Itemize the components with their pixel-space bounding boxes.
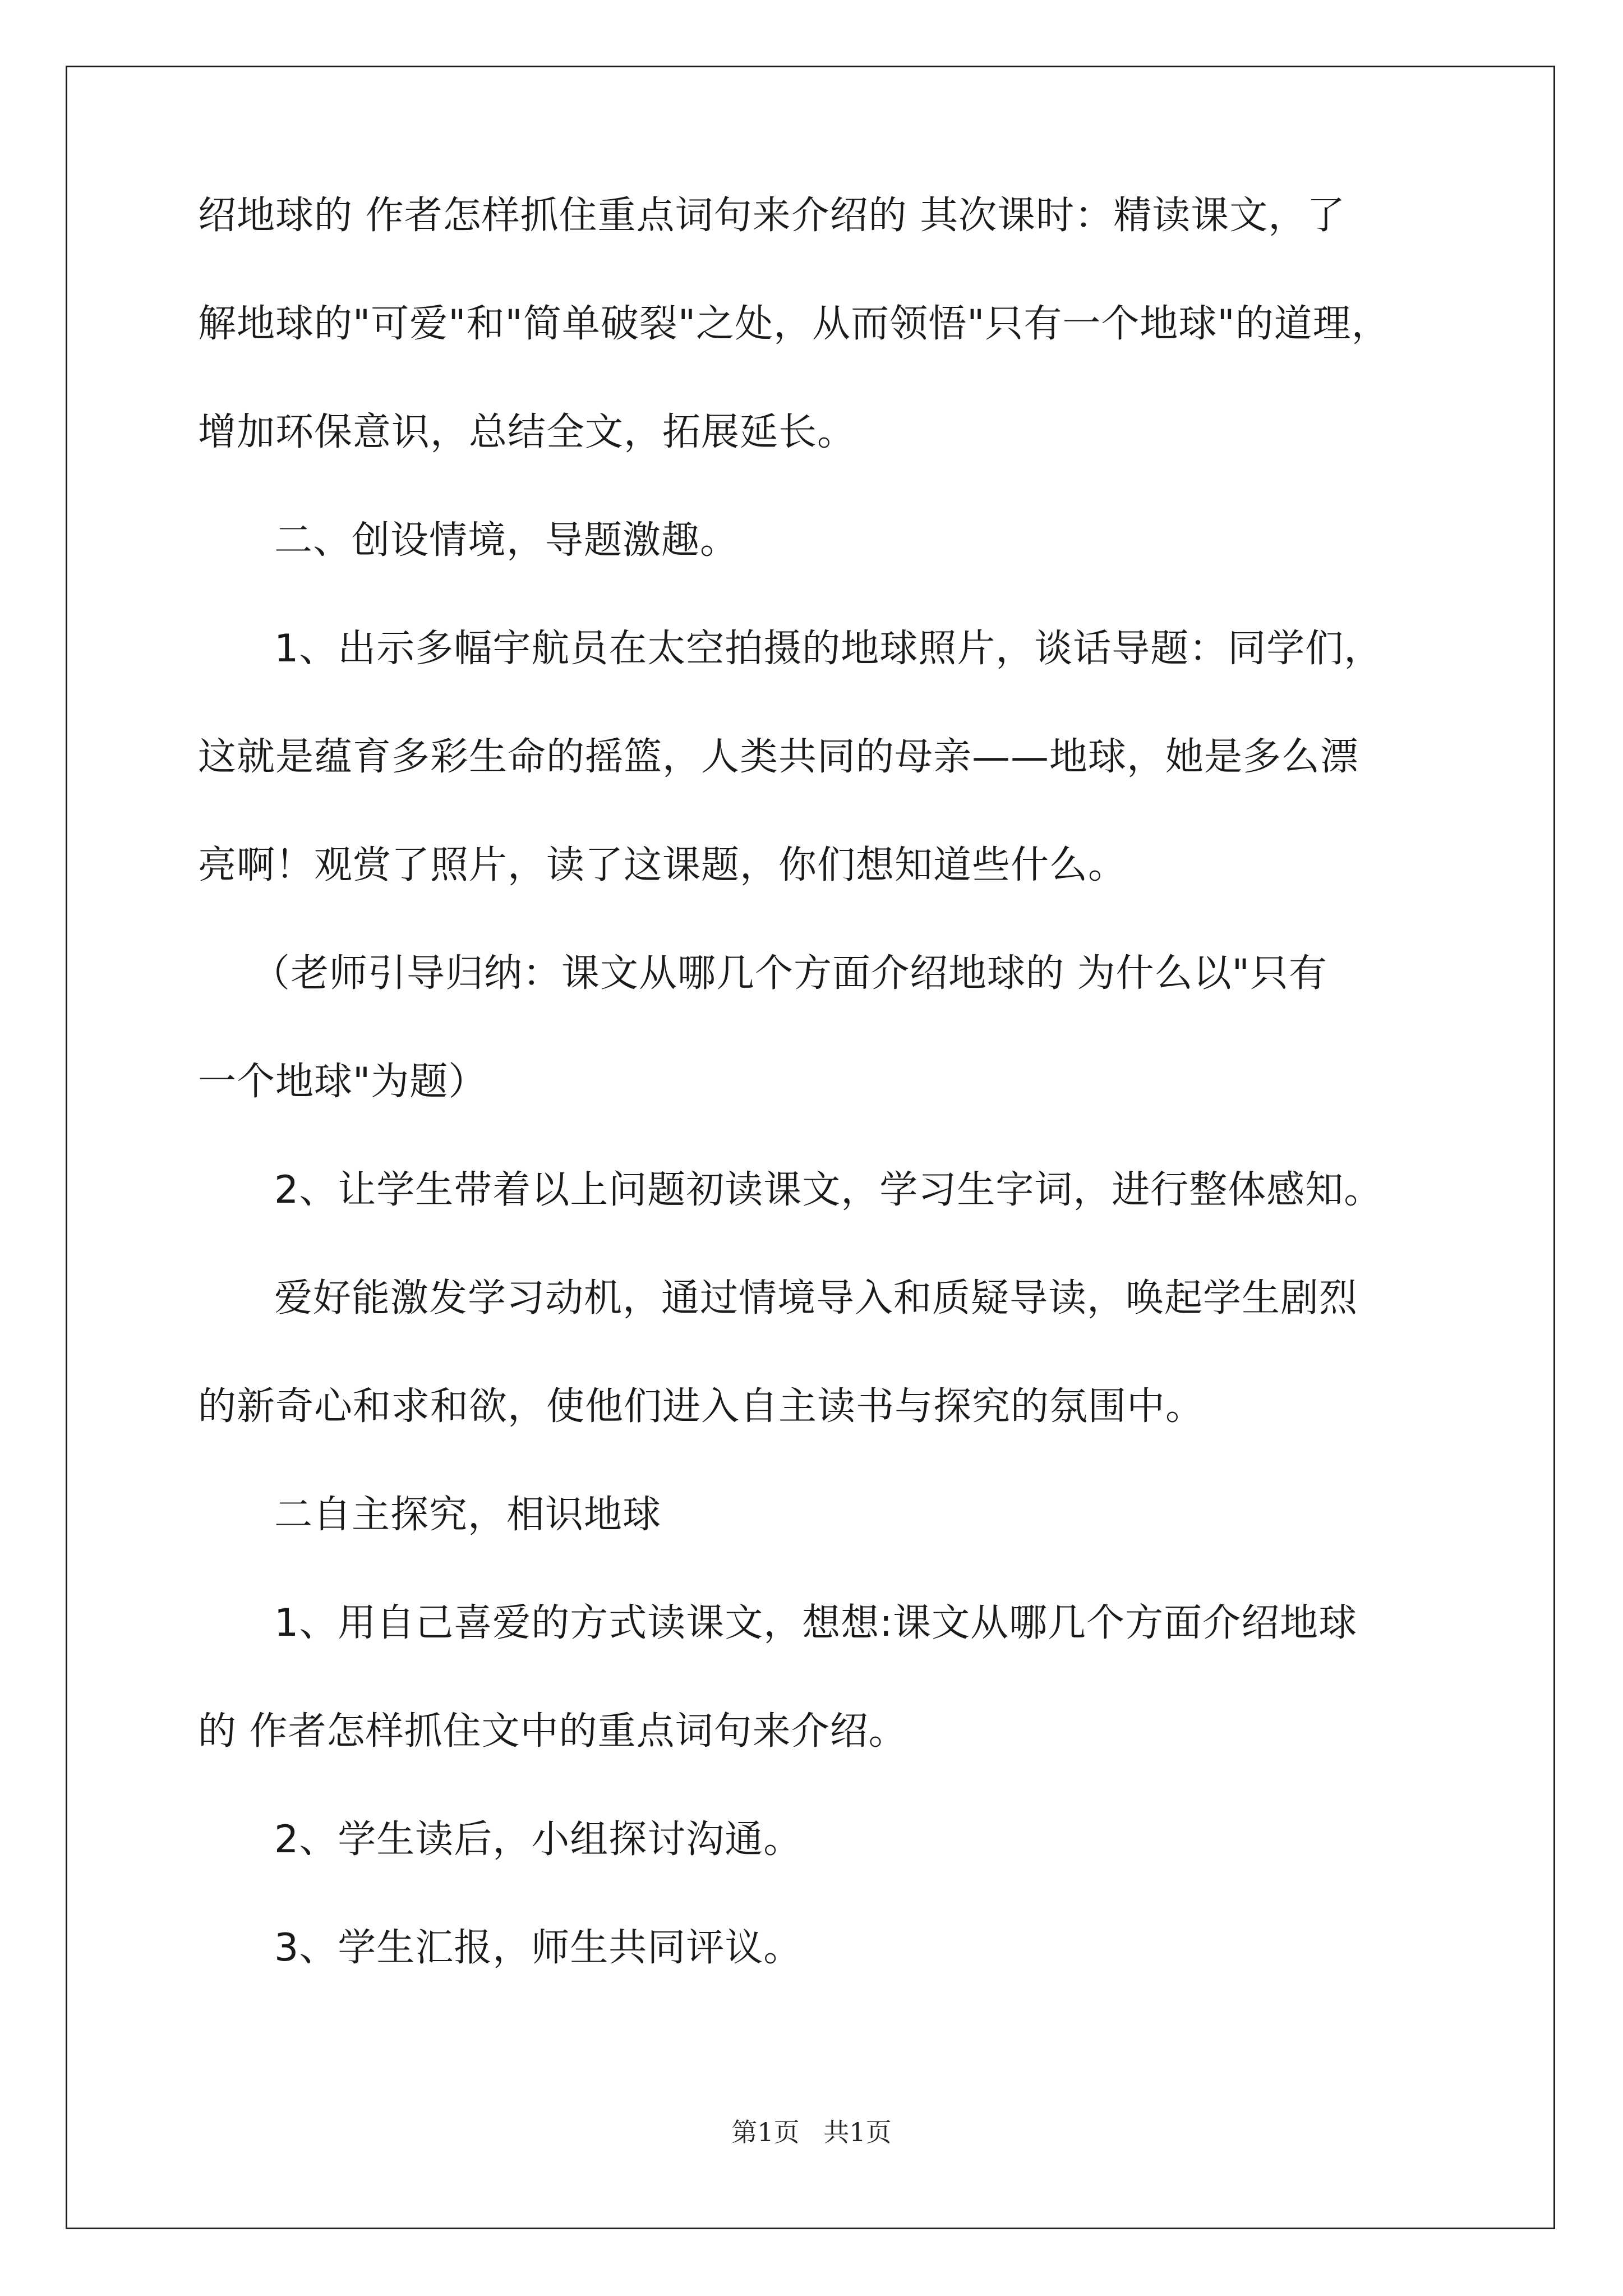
text-line: 一个地球"为题） [198,1060,487,1104]
section-heading: 二、创设情境，导题激趣。 [274,518,739,563]
text-line: 3、学生汇报，师生共同评议。 [274,1926,803,1970]
text-line: 2、让学生带着以上问题初读课文，学习生字词，进行整体感知。 [274,1168,1383,1212]
text-line: 爱好能激发学习动机，通过情境导入和质疑导读，唤起学生剧烈 [274,1276,1358,1320]
text-line: 亮啊！观赏了照片，读了这课题，你们想知道些什么。 [198,843,1127,887]
text-line: 解地球的"可爱"和"简单破裂"之处，从而领悟"只有一个地球"的道理， [198,302,1390,346]
page-footer [0,2112,1623,2149]
text-line: 增加环保意识，总结全文，拓展延长。 [198,410,856,454]
page-total: 共1页 [823,2117,892,2147]
text-line: 绍地球的 作者怎样抓住重点词句来介绍的 其次课时：精读课文，了 [198,194,1346,238]
text-line: 2、学生读后，小组探讨沟通。 [274,1818,803,1862]
text-line: 1、用自己喜爱的方式读课文，想想:课文从哪几个方面介绍地球 [274,1601,1358,1645]
text-line: 的 作者怎样抓住文中的重点词句来介绍。 [198,1709,907,1754]
text-line: 的新奇心和求和欲，使他们进入自主读书与探究的氛围中。 [198,1384,1205,1429]
page-border [66,66,1555,2229]
text-line: （老师引导归纳：课文从哪几个方面介绍地球的 为什么以"只有 [252,951,1327,996]
section-heading: 二自主探究，相识地球 [274,1493,662,1537]
text-line: 1、出示多幅宇航员在太空拍摄的地球照片，谈话导题：同学们， [274,627,1383,671]
text-line: 这就是蕴育多彩生命的摇篮，人类共同的母亲——地球，她是多么漂 [198,735,1359,779]
page-number: 第1页 [731,2117,800,2147]
